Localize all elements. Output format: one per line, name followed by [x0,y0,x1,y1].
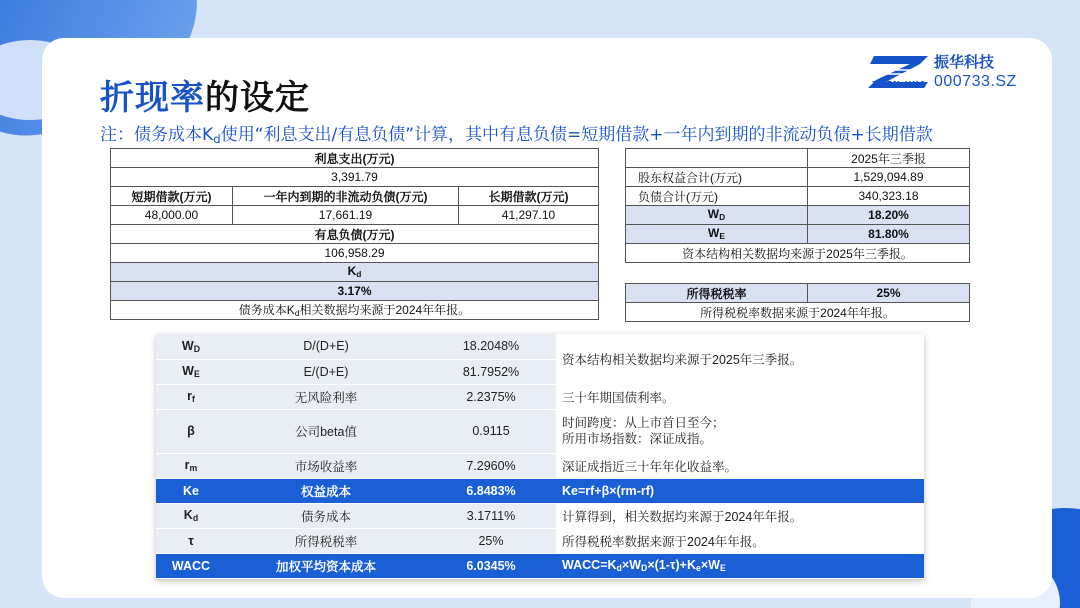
tau-symbol: τ [156,528,226,553]
tau-value: 25% [426,528,556,553]
note-text: 注：债务成本$K_d$使用“利息支出/有息负债”计算，其中有息负债=短期借款+一年内到期的非流动负债+长期借款 [100,125,933,146]
wacc-symbol: WACC [156,553,226,578]
wd-value: 18.20% [808,206,970,225]
beta-note: 时间跨度：从上市首日至今； 所用市场指数：深证成指。 [556,409,924,453]
beta-value: 0.9115 [426,409,556,453]
long-loan-value: 41,297.10 [459,206,599,225]
short-loan-value: 48,000.00 [111,206,233,225]
kd-symbol: $K_d$ [156,503,226,528]
rf-value: 2.2375% [426,384,556,409]
kd-note: 计算得到，相关数据均来源于2024年年报。 [556,503,924,528]
tax-value: 25% [808,284,970,303]
wacc-table [156,334,924,579]
interest-value: 3,391.79 [111,168,599,187]
title-highlight: 折现率 [100,78,205,118]
table-row [156,528,924,553]
beta-symbol: β [156,409,226,453]
short-loan-label: 短期借款(万元) [111,187,233,206]
wd-symbol: $W_D$ [156,334,226,359]
wacc-formula: $WACC=K_d\times W_D\times(1-\tau)+K_e\times W_E$ [556,553,924,578]
empty-cell [626,149,808,168]
we-value: 81.80% [808,225,970,244]
kd-name: 债务成本 [226,503,426,528]
we-name: E/(D+E) [226,359,426,384]
ke-formula: Ke=rf+β×(rm-rf) [556,478,924,503]
capital-structure-table [625,148,970,263]
we-symbol: $W_E$ [156,359,226,384]
wacc-name: 加权平均资本成本 [226,553,426,578]
tau-name: 所得税税率 [226,528,426,553]
ke-symbol: Ke [156,478,226,503]
tax-label: 所得税税率 [626,284,808,303]
title-rest: 的设定 [205,78,310,118]
beta-name: 公司beta值 [226,409,426,453]
structure-source-note: 资本结构相关数据均来源于2025年三季报。 [626,244,970,263]
rm-value: 7.2960% [426,453,556,478]
we-value: 81.7952% [426,359,556,384]
table-row [156,553,924,578]
current-liab-label: 一年内到期的非流动负债(万元) [233,187,459,206]
long-loan-label: 长期借款(万元) [459,187,599,206]
wacc-value: 6.0345% [426,553,556,578]
company-name: 振华科技 [934,53,995,71]
kd-label: $K_d$ [111,263,599,282]
equity-label: 股东权益合计(万元) [626,168,808,187]
wd-name: D/(D+E) [226,334,426,359]
debt-total-value: 340,323.18 [808,187,970,206]
rm-symbol: $r_m$ [156,453,226,478]
table-row [156,384,924,409]
kd-value: 3.17% [111,282,599,301]
table-row [156,334,924,359]
we-label: $W_E$ [626,225,808,244]
wd-value: 18.2048% [426,334,556,359]
bearing-debt-value: 106,958.29 [111,244,599,263]
rf-note: 三十年期国债利率。 [556,384,924,409]
tax-rate-table [625,283,970,322]
rm-note: 深证成指近三十年年化收益率。 [556,453,924,478]
rm-name: 市场收益率 [226,453,426,478]
table-row [156,503,924,528]
rf-name: 无风险利率 [226,384,426,409]
ke-value: 6.8483% [426,478,556,503]
table-row [156,409,924,453]
debt-total-label: 负债合计(万元) [626,187,808,206]
tax-source-note: 所得税税率数据来源于2024年年报。 [626,303,970,322]
structure-note: 资本结构相关数据均来源于2025年三季报。 [556,334,924,384]
table-row [156,453,924,478]
debt-source-note: 债务成本$K_d$相关数据均来源于2024年年报。 [111,301,599,320]
kd-value: 3.1711% [426,503,556,528]
equity-value: 1,529,094.89 [808,168,970,187]
rf-symbol: $r_f$ [156,384,226,409]
stock-code: 000733.SZ [934,73,1017,90]
ke-name: 权益成本 [226,478,426,503]
logo-text: ZHEN HUA [872,80,927,89]
page-title [100,70,310,119]
wd-label: $W_D$ [626,206,808,225]
company-info [934,52,1017,92]
tau-note: 所得税税率数据来源于2024年年报。 [556,528,924,553]
period-label: 2025年三季报 [808,149,970,168]
debt-cost-table [110,148,599,320]
table-row [156,478,924,503]
bearing-debt-label: 有息负债(万元) [111,225,599,244]
interest-label: 利息支出(万元) [111,149,599,168]
current-liab-value: 17,661.19 [233,206,459,225]
